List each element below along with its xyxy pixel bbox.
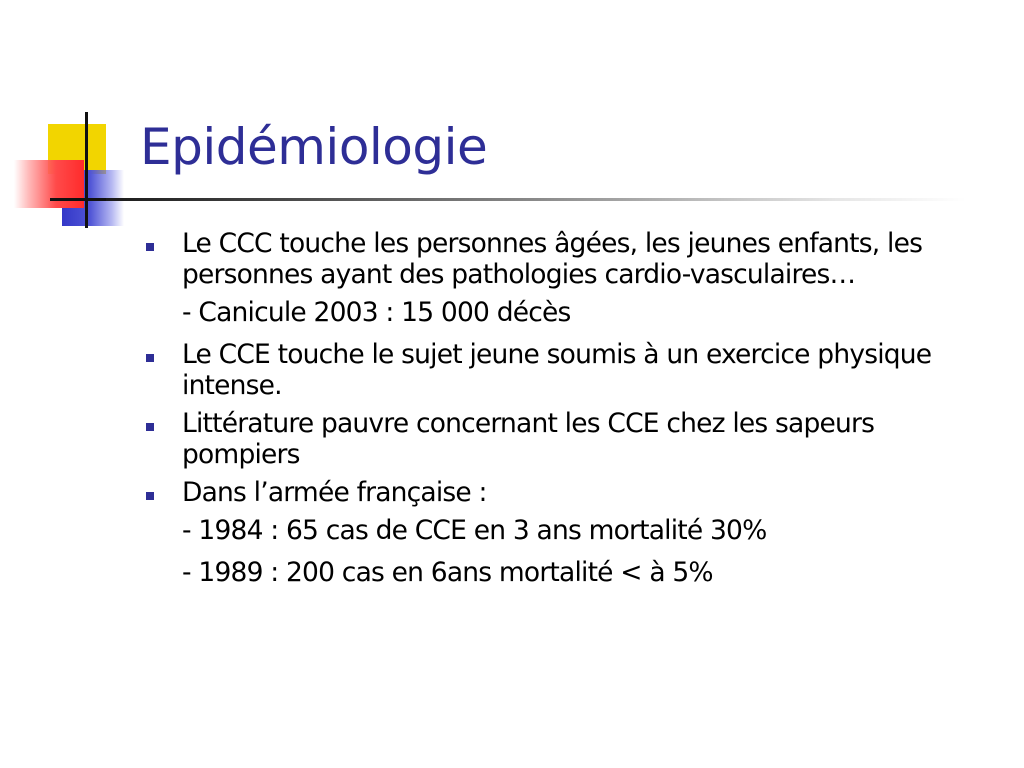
bullet-text: Le CCE touche le sujet jeune soumis à un exercice physique intense. — [182, 339, 932, 401]
sub-item: - 1984 : 65 cas de CCE en 3 ans mortalité 30% — [182, 515, 767, 546]
square-bullet-icon — [146, 423, 154, 431]
logo-horizontal-line — [50, 198, 112, 201]
sub-item: - 1989 : 200 cas en 6ans mortalité < à 5% — [182, 557, 713, 588]
bullet-text: Le CCC touche les personnes âgées, les jeunes enfants, les personnes ayant des pathologies cardio-vasculaires… — [182, 228, 923, 290]
square-bullet-icon — [146, 243, 154, 251]
title-underline — [106, 198, 966, 201]
square-bullet-icon — [146, 354, 154, 362]
bullet-list — [140, 228, 980, 599]
logo-vertical-line — [85, 112, 88, 228]
sub-item: - Canicule 2003 : 15 000 décès — [182, 297, 571, 328]
bullet-text: Dans l’armée française : — [182, 477, 487, 508]
bullet-text: Littérature pauvre concernant les CCE chez les sapeurs pompiers — [182, 408, 875, 470]
bullet-item — [140, 477, 980, 508]
bullet-item — [140, 408, 980, 470]
bullet-item — [140, 228, 980, 290]
bullet-item — [140, 339, 980, 401]
square-bullet-icon — [146, 492, 154, 500]
slide-title: Epidémiologie — [140, 118, 488, 176]
